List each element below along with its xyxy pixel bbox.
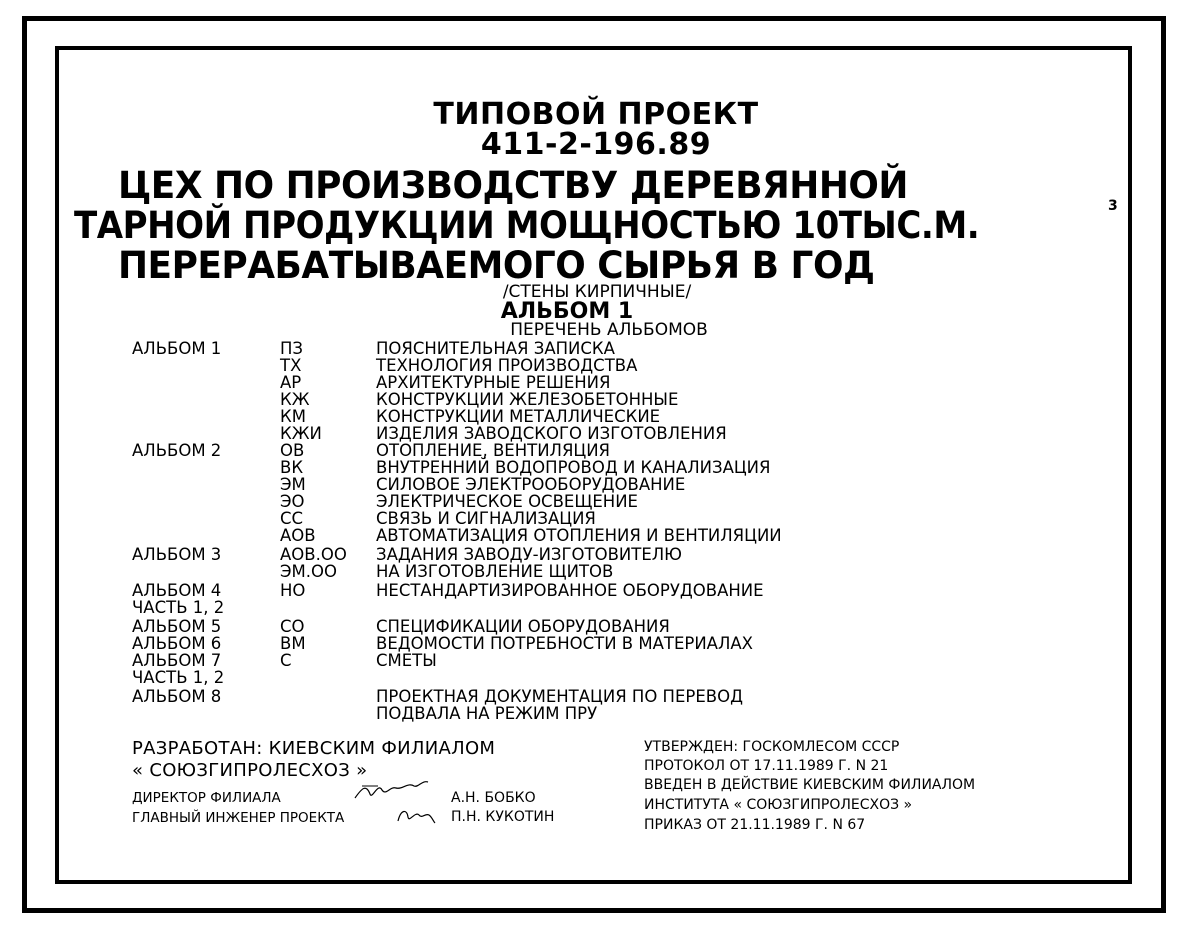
title-superscript: 3: [1108, 198, 1118, 214]
developer-label: РАЗРАБОТАН: КИЕВСКИМ ФИЛИАЛОМ: [132, 738, 496, 759]
project-type: ТИПОВОЙ ПРОЕКТ: [433, 97, 759, 132]
approval-line-1: УТВЕРЖДЕН: ГОСКОМЛЕСОМ СССР: [644, 739, 900, 755]
approval-line-2: ПРОТОКОЛ ОТ 17.11.1989 Г. N 21: [644, 758, 889, 774]
list-title: ПЕРЕЧЕНЬ АЛЬБОМОВ: [510, 320, 708, 340]
director-role: ДИРЕКТОР ФИЛИАЛА: [132, 790, 281, 806]
subtitle: /СТЕНЫ КИРПИЧНЫЕ/: [502, 282, 692, 302]
project-number: 411-2-196.89: [480, 127, 712, 162]
developer-org: « СОЮЗГИПРОЛЕСХОЗ »: [132, 760, 368, 781]
title-line-2: ТАРНОЙ ПРОДУКЦИИ МОЩНОСТЬЮ 10ТЫС.М.: [74, 204, 980, 247]
chief-name: П.Н. КУКОТИН: [451, 809, 555, 825]
chief-signature: [395, 805, 437, 827]
approval-line-4: ИНСТИТУТА « СОЮЗГИПРОЛЕСХОЗ »: [644, 797, 913, 813]
director-signature: [352, 776, 432, 804]
title-line-3: ПЕРЕРАБАТЫВАЕМОГО СЫРЬЯ В ГОД: [118, 244, 875, 287]
approval-line-3: ВВЕДЕН В ДЕЙСТВИЕ КИЕВСКИМ ФИЛИАЛОМ: [644, 777, 976, 793]
title-line-1: ЦЕХ ПО ПРОИЗВОДСТВУ ДЕРЕВЯННОЙ: [118, 164, 908, 207]
album-title: АЛЬБОМ 1: [500, 299, 634, 324]
approval-line-5: ПРИКАЗ ОТ 21.11.1989 Г. N 67: [644, 817, 866, 833]
chief-role: ГЛАВНЫЙ ИНЖЕНЕР ПРОЕКТА: [132, 810, 345, 826]
director-name: А.Н. БОБКО: [451, 790, 536, 806]
